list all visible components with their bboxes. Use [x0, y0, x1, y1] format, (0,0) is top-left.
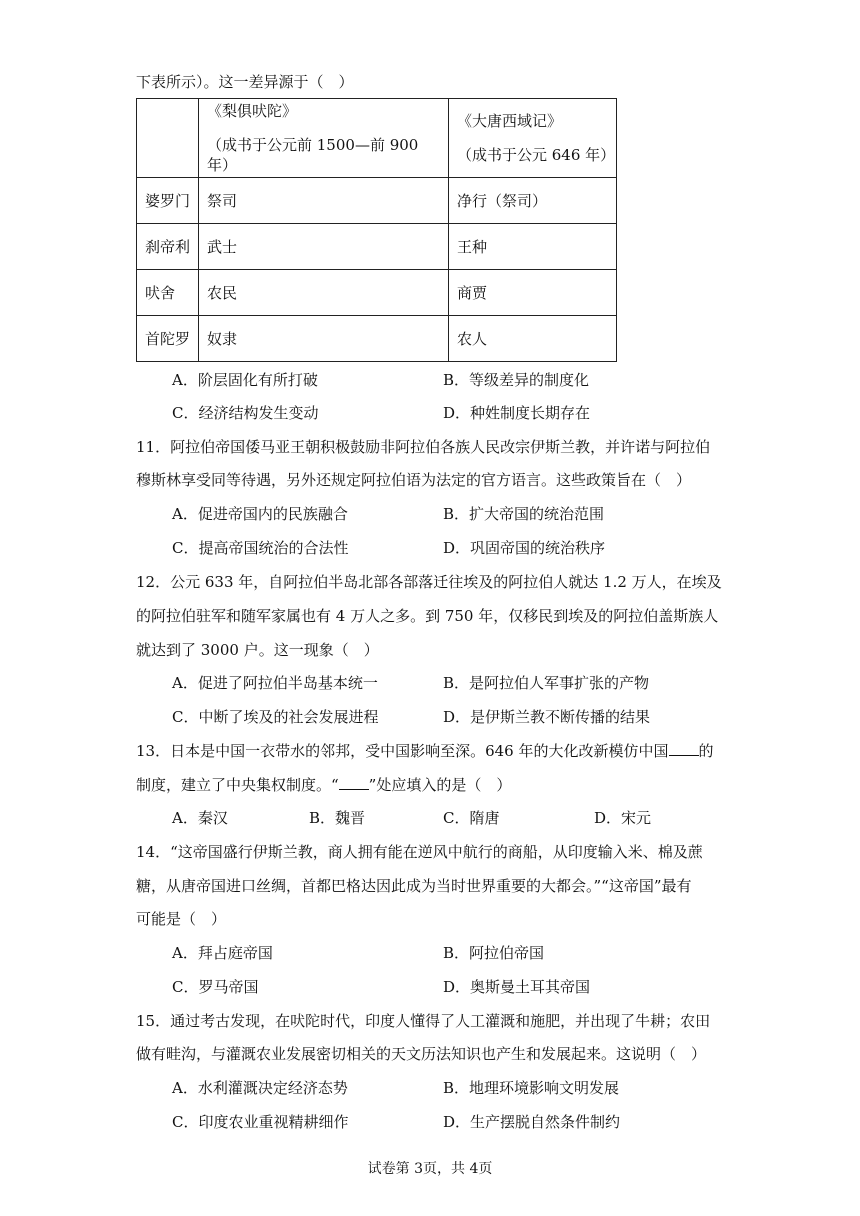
table-header-cell [199, 99, 449, 178]
caste-comparison-table [136, 98, 617, 362]
q14-option-b[interactable]: B．阿拉伯帝国 [443, 944, 545, 962]
q14-stem-line: 糖，从唐帝国进口丝绸，首都巴格达因此成为当时世界重要的大都会。”“这帝国”最有 [136, 877, 692, 895]
table-header-cell [449, 99, 617, 178]
q13-option-a[interactable]: A．秦汉 [172, 809, 228, 827]
col2-title: 《大唐西域记》 [457, 112, 563, 130]
table-cell: 武士 [199, 224, 449, 270]
q13-text: 13．日本是中国一衣带水的邻邦，受中国影响至深。646 年的大化改新模仿中国 [136, 742, 669, 760]
table-cell: 商贾 [449, 270, 617, 316]
table-cell-caste: 婆罗门 [137, 178, 199, 224]
q13-text: 制度，建立了中央集权制度。“ [136, 776, 339, 794]
table-cell: 净行（祭司） [449, 178, 617, 224]
table-cell-caste: 吠舍 [137, 270, 199, 316]
q13-option-c[interactable]: C．隋唐 [443, 809, 500, 827]
table-cell: 农人 [449, 316, 617, 362]
table-row [137, 224, 617, 270]
q14-stem-line: 可能是（ ） [136, 910, 227, 928]
q14-option-c[interactable]: C．罗马帝国 [172, 978, 259, 996]
table-header-row [137, 99, 617, 178]
table-cell: 农民 [199, 270, 449, 316]
q10-option-d[interactable]: D．种姓制度长期存在 [443, 404, 591, 422]
q10-option-a[interactable]: A．阶层固化有所打破 [172, 371, 318, 389]
q15-option-d[interactable]: D．生产摆脱自然条件制约 [443, 1113, 621, 1131]
q10-option-c[interactable]: C．经济结构发生变动 [172, 404, 319, 422]
table-cell: 奴隶 [199, 316, 449, 362]
table-row [137, 270, 617, 316]
q11-stem-line: 11．阿拉伯帝国倭马亚王朝积极鼓励非阿拉伯各族人民改宗伊斯兰教，并许诺与阿拉伯 [136, 438, 711, 456]
q15-option-b[interactable]: B．地理环境影响文明发展 [443, 1079, 620, 1097]
q14-option-a[interactable]: A．拜占庭帝国 [172, 944, 273, 962]
q12-stem-line: 就达到了 3000 户。这一现象（ ） [136, 641, 379, 659]
q14-option-d[interactable]: D．奥斯曼土耳其帝国 [443, 978, 591, 996]
table-corner-cell [137, 99, 199, 178]
table-cell: 王种 [449, 224, 617, 270]
col2-subtitle: （成书于公元 646 年） [457, 146, 616, 164]
q11-option-d[interactable]: D．巩固帝国的统治秩序 [443, 539, 606, 557]
q12-option-b[interactable]: B．是阿拉伯人军事扩张的产物 [443, 674, 650, 692]
table-cell-caste: 刹帝利 [137, 224, 199, 270]
page-footer: 试卷第 3页，共 4页 [367, 1161, 493, 1177]
table-row [137, 178, 617, 224]
q13-blank [669, 741, 699, 756]
q13-option-d[interactable]: D．宋元 [594, 809, 652, 827]
q12-option-d[interactable]: D．是伊斯兰教不断传播的结果 [443, 708, 651, 726]
q13-blank [339, 775, 369, 790]
table-cell-caste: 首陀罗 [137, 316, 199, 362]
q10-intro: 下表所示）。这一差异源于（ ） [136, 73, 354, 91]
col1-title: 《梨俱吠陀》 [207, 102, 298, 120]
q11-option-c[interactable]: C．提高帝国统治的合法性 [172, 539, 349, 557]
q13-stem-line [136, 775, 511, 795]
q14-stem-line: 14．“这帝国盛行伊斯兰教，商人拥有能在逆风中航行的商船，从印度输入米、棉及蔗 [136, 843, 703, 861]
q11-option-a[interactable]: A．促进帝国内的民族融合 [172, 505, 348, 523]
q15-stem-line: 做有畦沟，与灌溉农业发展密切相关的天文历法知识也产生和发展起来。这说明（ ） [136, 1045, 707, 1063]
col1-subtitle: （成书于公元前 1500—前 900 年） [207, 136, 419, 174]
q13-text: 的 [698, 742, 714, 760]
q12-option-a[interactable]: A．促进了阿拉伯半岛基本统一 [172, 674, 378, 692]
q10-option-b[interactable]: B．等级差异的制度化 [443, 371, 590, 389]
table-cell: 祭司 [199, 178, 449, 224]
q13-option-b[interactable]: B．魏晋 [309, 809, 366, 827]
q11-stem-line: 穆斯林享受同等待遇，另外还规定阿拉伯语为法定的官方语言。这些政策旨在（ ） [136, 471, 692, 489]
q12-stem-line: 的阿拉伯驻军和随军家属也有 4 万人之多。到 750 年，仅移民到埃及的阿拉伯盖斯族人 [136, 607, 719, 625]
q11-option-b[interactable]: B．扩大帝国的统治范围 [443, 505, 605, 523]
q15-option-c[interactable]: C．印度农业重视精耕细作 [172, 1113, 349, 1131]
q15-stem-line: 15．通过考古发现，在吠陀时代，印度人懂得了人工灌溉和施肥，并出现了牛耕；农田 [136, 1012, 711, 1030]
table-row [137, 316, 617, 362]
q13-text: ”处应填入的是（ ） [368, 776, 512, 794]
q13-stem-line [136, 741, 714, 761]
q12-option-c[interactable]: C．中断了埃及的社会发展进程 [172, 708, 379, 726]
q15-option-a[interactable]: A．水利灌溉决定经济态势 [172, 1079, 348, 1097]
q12-stem-line: 12．公元 633 年，自阿拉伯半岛北部各部落迁往埃及的阿拉伯人就达 1.2 万人，在埃及 [136, 573, 722, 591]
